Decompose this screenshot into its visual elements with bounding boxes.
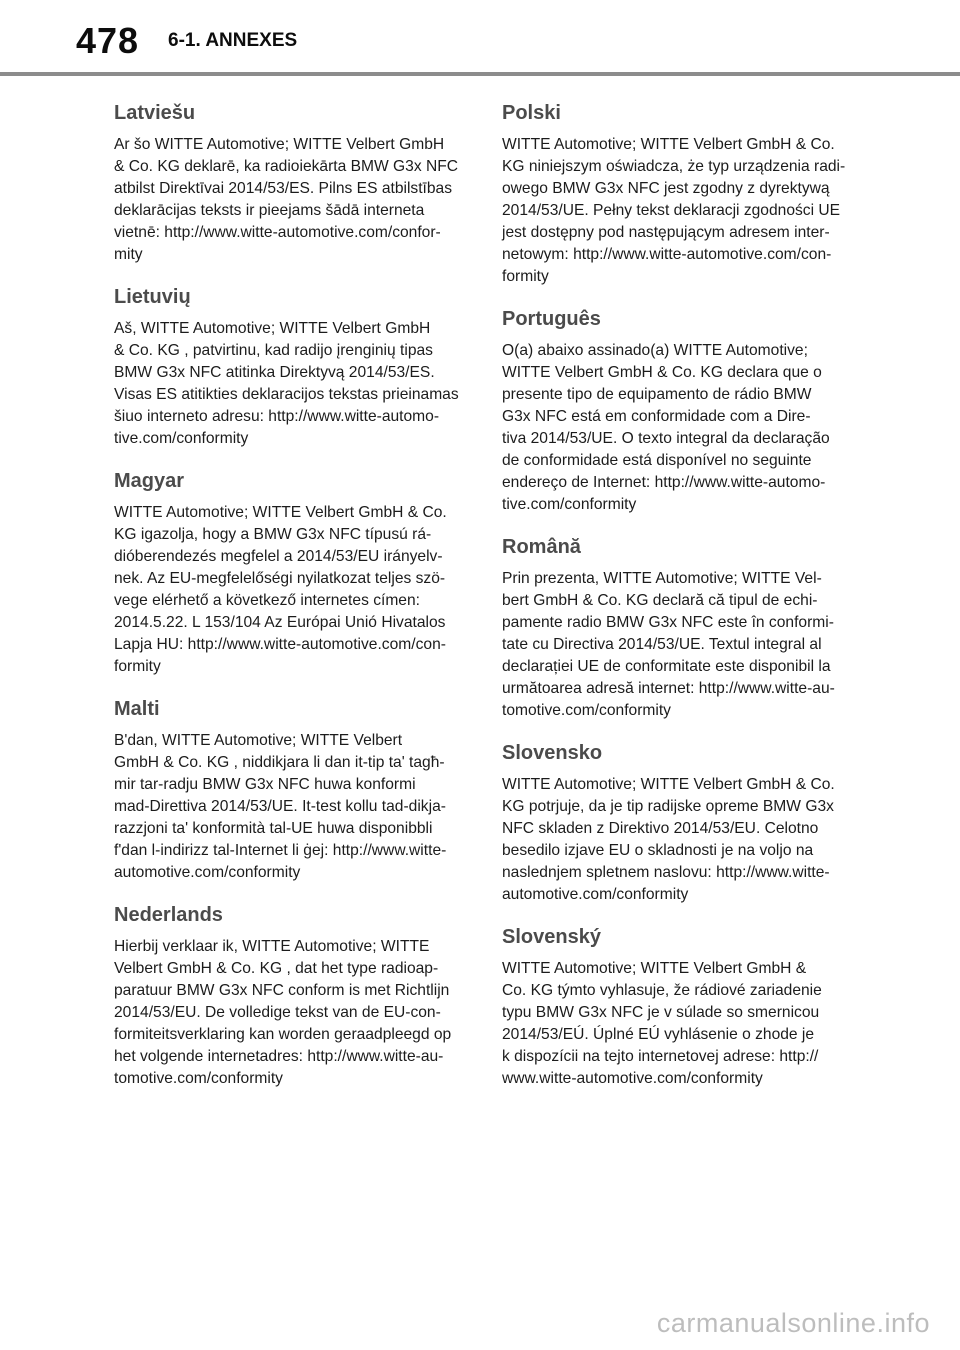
text-line: netowym: http://www.witte-automotive.com/con-	[502, 246, 832, 263]
text-line: de conformidade está disponível no seguinte	[502, 452, 812, 469]
text-line: declarației UE de conformitate este disponibil la	[502, 658, 831, 675]
text-line: BMW G3x NFC atitinka Direktyvą 2014/53/ES.	[114, 364, 435, 381]
text-line: Velbert GmbH & Co. KG , dat het type radioap-	[114, 960, 439, 977]
declaration-text	[114, 502, 464, 678]
text-line: het volgende internetadres: http://www.witte-au-	[114, 1048, 444, 1065]
text-line: tive.com/conformity	[502, 496, 637, 513]
language-section	[502, 100, 852, 288]
text-line: & Co. KG deklarē, ka radioiekārta BMW G3x NFC	[114, 158, 459, 175]
text-line: 2014/53/UE. Pełny tekst deklaracji zgodności UE	[502, 202, 841, 219]
text-line: Ar šo WITTE Automotive; WITTE Velbert GmbH	[114, 136, 445, 153]
language-heading: Slovensko	[502, 742, 603, 764]
text-line: KG potrjuje, da je tip radijske opreme BMW G3x	[502, 798, 834, 815]
language-heading: Slovenský	[502, 926, 601, 948]
text-line: GmbH & Co. KG , niddikjara li dan it-tip ta' tagħ-	[114, 754, 445, 771]
language-heading: Nederlands	[114, 904, 223, 926]
declaration-text	[502, 958, 852, 1090]
page-number: 478	[76, 20, 140, 61]
text-line: 2014.5.22. L 153/104 Az Európai Unió Hivatalos	[114, 614, 446, 631]
language-heading: Latviešu	[114, 102, 196, 124]
language-section	[114, 100, 464, 266]
language-section	[114, 284, 464, 450]
text-line: tiva 2014/53/UE. O texto integral da declaração	[502, 430, 830, 447]
text-line: bert GmbH & Co. KG declară că tipul de echi-	[502, 592, 818, 609]
text-line: k dispozícii na tejto internetovej adrese: http://	[502, 1048, 819, 1065]
text-line: presente tipo de equipamento de rádio BMW	[502, 386, 812, 403]
text-line: atbilst Direktīvai 2014/53/ES. Pilns ES atbilstības	[114, 180, 453, 197]
text-line: WITTE Automotive; WITTE Velbert GmbH &	[502, 960, 807, 977]
header-divider	[0, 72, 960, 76]
language-heading: Lietuvių	[114, 286, 191, 308]
text-line: WITTE Velbert GmbH & Co. KG declara que o	[502, 364, 822, 381]
left-column	[114, 100, 464, 1090]
text-line: Prin prezenta, WITTE Automotive; WITTE Vel-	[502, 570, 822, 587]
text-line: B'dan, WITTE Automotive; WITTE Velbert	[114, 732, 403, 749]
text-line: razzjoni ta' konformità tal-UE huwa disponibbli	[114, 820, 433, 837]
language-heading: Malti	[114, 698, 160, 720]
section-title: 6-1. ANNEXES	[168, 30, 298, 51]
text-line: endereço de Internet: http://www.witte-automo-	[502, 474, 826, 491]
declaration-text	[502, 134, 852, 288]
text-line: & Co. KG , patvirtinu, kad radijo įrenginių tipas	[114, 342, 433, 359]
text-line: besedilo izjave EU o skladnosti je na voljo na	[502, 842, 814, 859]
declaration-text	[502, 340, 852, 516]
text-line: mad-Direttiva 2014/53/UE. It-test kollu tad-dikja-	[114, 798, 446, 815]
declaration-text	[114, 318, 464, 450]
declaration-text	[114, 730, 464, 884]
text-line: tive.com/conformity	[114, 430, 249, 447]
text-line: nek. Az EU-megfelelőségi nyilatkozat teljes szö-	[114, 570, 446, 587]
right-column	[502, 100, 852, 1090]
language-heading: Português	[502, 308, 601, 330]
text-line: tomotive.com/conformity	[502, 702, 671, 719]
text-line: Aš, WITTE Automotive; WITTE Velbert GmbH	[114, 320, 431, 337]
text-line: owego BMW G3x NFC jest zgodny z dyrektywą	[502, 180, 830, 197]
text-line: G3x NFC está em conformidade com a Dire-	[502, 408, 811, 425]
language-section	[502, 924, 852, 1090]
text-line: KG igazolja, hogy a BMW G3x NFC típusú rá-	[114, 526, 432, 543]
language-heading: Magyar	[114, 470, 185, 492]
language-section	[502, 740, 852, 906]
text-line: pamente radio BMW G3x NFC este în conformi-	[502, 614, 834, 631]
text-line: formity	[502, 268, 549, 285]
text-line: dióberendezés megfelel a 2014/53/EU irányelv-	[114, 548, 443, 565]
text-line: mity	[114, 246, 143, 263]
language-heading: Polski	[502, 102, 561, 124]
text-line: Visas ES atitikties deklaracijos tekstas prieinamas	[114, 386, 459, 403]
text-line: Co. KG týmto vyhlasuje, že rádiové zariadenie	[502, 982, 822, 999]
declaration-text	[114, 134, 464, 266]
text-line: šiuo interneto adresu: http://www.witte-automo-	[114, 408, 440, 425]
language-section	[502, 306, 852, 516]
declaration-text	[502, 568, 852, 722]
text-line: automotive.com/conformity	[502, 886, 689, 903]
text-line: KG niniejszym oświadcza, że typ urządzenia radi-	[502, 158, 846, 175]
declaration-text	[114, 936, 464, 1090]
text-line: următoarea adresă internet: http://www.witte-au-	[502, 680, 835, 697]
text-line: automotive.com/conformity	[114, 864, 301, 881]
text-line: O(a) abaixo assinado(a) WITTE Automotive;	[502, 342, 808, 359]
language-heading: Română	[502, 536, 581, 558]
text-line: vietnē: http://www.witte-automotive.com/confor-	[114, 224, 441, 241]
text-line: f'dan l-indirizz tal-Internet li ġej: http://www.witte-	[114, 842, 447, 859]
text-line: typu BMW G3x NFC je v súlade so smernicou	[502, 1004, 820, 1021]
text-line: formity	[114, 658, 161, 675]
text-line: Lapja HU: http://www.witte-automotive.com/con-	[114, 636, 446, 653]
text-line: Hierbij verklaar ik, WITTE Automotive; WITTE	[114, 938, 430, 955]
language-section	[114, 902, 464, 1090]
language-section	[114, 696, 464, 884]
language-section	[114, 468, 464, 678]
text-line: www.witte-automotive.com/conformity	[502, 1070, 763, 1087]
text-line: paratuur BMW G3x NFC conform is met Richtlijn	[114, 982, 450, 999]
text-line: tate cu Directiva 2014/53/UE. Textul integral al	[502, 636, 822, 653]
page-header	[0, 0, 960, 76]
text-line: naslednjem spletnem naslovu: http://www.witte-	[502, 864, 830, 881]
text-line: vege elérhető a következő internetes címen:	[114, 592, 420, 609]
text-line: WITTE Automotive; WITTE Velbert GmbH & Co.	[502, 136, 835, 153]
text-line: deklarācijas teksts ir pieejams šādā interneta	[114, 202, 425, 219]
watermark: carmanualsonline.info	[656, 1308, 930, 1338]
text-line: WITTE Automotive; WITTE Velbert GmbH & Co.	[502, 776, 835, 793]
text-line: 2014/53/EÚ. Úplné EÚ vyhlásenie o zhode je	[502, 1026, 815, 1043]
language-section	[502, 534, 852, 722]
declaration-text	[502, 774, 852, 906]
text-line: mir tar-radju BMW G3x NFC huwa konformi	[114, 776, 416, 793]
text-line: tomotive.com/conformity	[114, 1070, 283, 1087]
text-line: 2014/53/EU. De volledige tekst van de EU-con-	[114, 1004, 441, 1021]
text-line: NFC skladen z Direktivo 2014/53/EU. Celotno	[502, 820, 819, 837]
text-line: formiteitsverklaring kan worden geraadpleegd op	[114, 1026, 452, 1043]
text-line: jest dostępny pod następującym adresem inter-	[502, 224, 830, 241]
text-line: WITTE Automotive; WITTE Velbert GmbH & Co.	[114, 504, 447, 521]
